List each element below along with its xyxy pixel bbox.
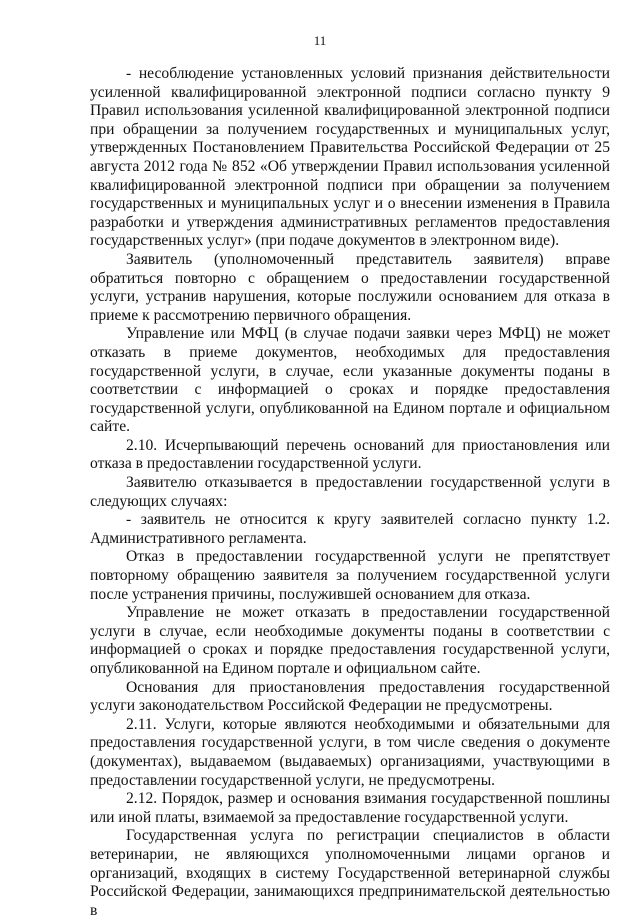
paragraph-refusal-not-obstacle: Отказ в предоставлении государственной услуги не препятствует повторному обращению заявителя за получением государственной услуги после устранения причины, послужившей основанием для отказа. [90, 548, 610, 603]
page-number: 11 [313, 33, 327, 48]
paragraph-mfc-refusal: Управление или МФЦ (в случае подачи заявки через МФЦ) не может отказать в приеме документов, необходимых для предоставления государственной услуги, в случае, если указанные документы поданы в соответствии с информацией о сроках и порядке предоставления государственной услуги, опубликованной на Едином портале и официальном сайте. [90, 325, 610, 436]
paragraph-section-2-12: 2.12. Порядок, размер и основания взимания государственной пошлины или иной платы, взимаемой за предоставление государственной услуги. [90, 790, 610, 826]
paragraph-suspension-grounds: Основания для приостановления предоставления государственной услуги законодательством Российской Федерации не предусмотрены. [90, 678, 610, 715]
paragraph-refusal-cases: Заявителю отказывается в предоставлении государственной услуги в следующих случаях: [90, 474, 610, 510]
paragraph-veterinary-registration: Государственная услуга по регистрации специалистов в области ветеринарии, не являющихся уполномоченными лицами органов и организаций, входящих в систему Государственной ветеринарной службы Российской Федерации, занимающихся предпринимательской деятельностью в [90, 827, 610, 919]
paragraph-administration-refusal: Управление не может отказать в предоставлении государственной услуги в случае, если необходимые документы поданы в соответствии с информацией о сроках и порядке предоставления государственной услуги, опубликованной на Едином портале и официальном сайте. [90, 604, 610, 677]
paragraph-section-2-10-heading: 2.10. Исчерпывающий перечень оснований для приостановления или отказа в предоставлении государственной услуги. [90, 436, 610, 473]
paragraph-signature-validity: - несоблюдение установленных условий признания действительности усиленной квалифицированной электронной подписи согласно пункту 9 Правил использования усиленной квалифицированной электронной подписи при обращении за получением государственных и муниципальных услуг, утвержденных Постановлением Правительства Российской Федерации от 25 августа 2012 года № 852 «Об утверждении Правил использования усиленной квалифицированной электронной подписи при обращении за получением государственных и муниципальных услуг и о внесении изменения в Правила разработки и утверждения административных регламентов предоставления государственных услуг» (при подаче документов в электронном виде). [90, 65, 610, 250]
paragraph-applicant-not-eligible: - заявитель не относится к кругу заявителей согласно пункту 1.2. Административного регламента. [90, 511, 610, 547]
document-body [90, 65, 610, 920]
paragraph-repeat-application: Заявитель (уполномоченный представитель заявителя) вправе обратиться повторно с обращением о предоставлении государственной услуги, устранив нарушения, которые послужили основанием для отказа в приеме к рассмотрению первичного обращения. [90, 250, 610, 324]
paragraph-section-2-11: 2.11. Услуги, которые являются необходимыми и обязательными для предоставления государственной услуги, в том числе сведения о документе (документах), выдаваемом (выдаваемых) организациями, участвующими в предоставлении государственной услуги, не предусмотрены. [90, 715, 610, 789]
